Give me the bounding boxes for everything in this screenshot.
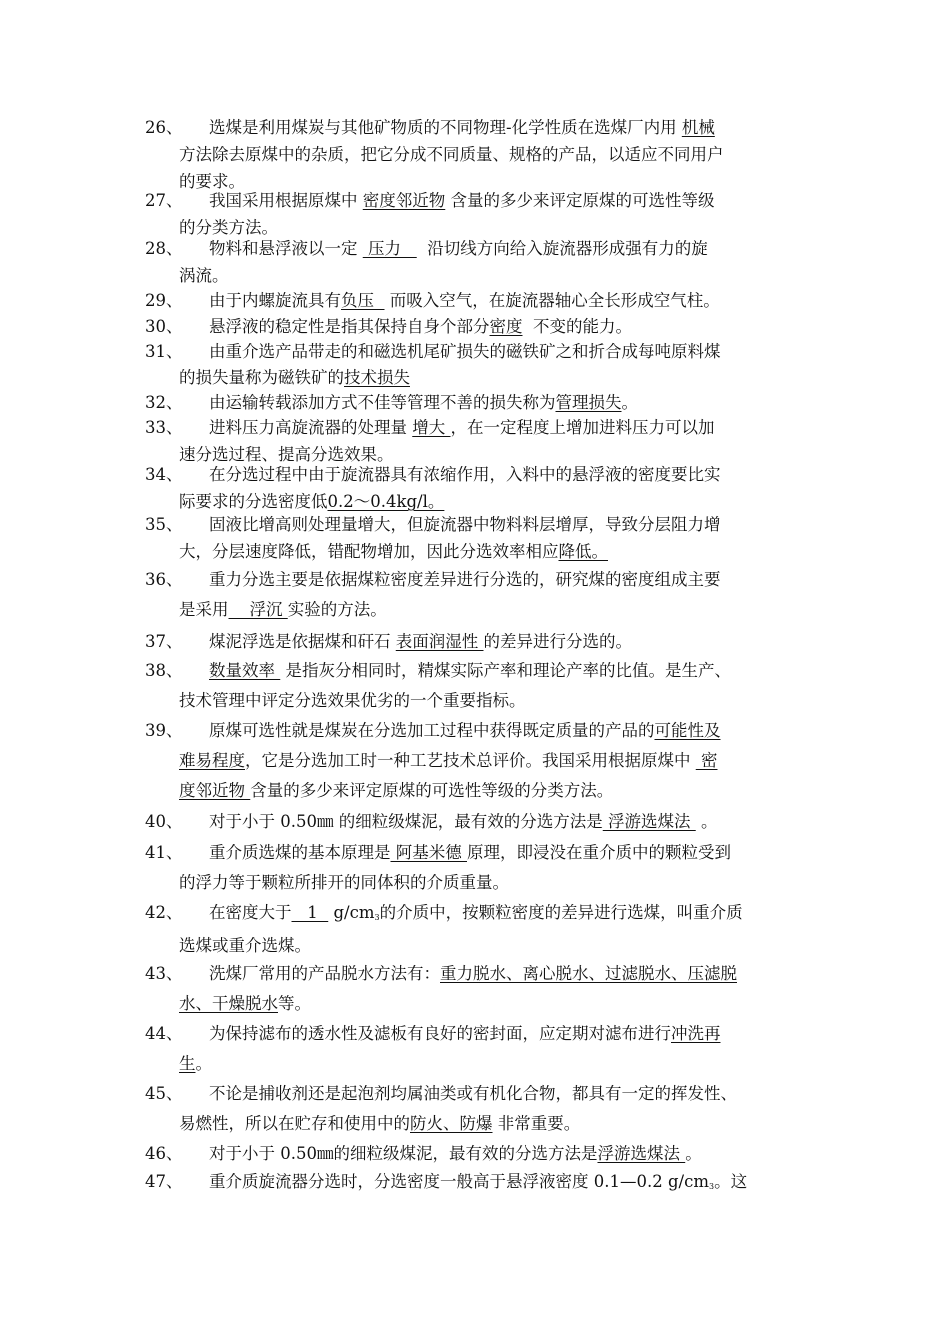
question-number: 36、 — [145, 570, 183, 589]
question-number: 38、 — [145, 661, 183, 680]
text-line — [145, 1168, 825, 1198]
question-item — [145, 1079, 825, 1139]
text-line — [145, 235, 825, 262]
text-run: 的要求。 — [179, 172, 245, 191]
text-run: 由重介选产品带走的和磁选机尾矿损失的磁铁矿之和折合成每吨原料煤 — [209, 342, 721, 361]
text-run: 选煤是利用煤炭与其他矿物质的不同物理-化学性质在选煤厂内用 — [209, 118, 682, 137]
text-run: 方法除去原煤中的杂质，把它分成不同质量、规格的产品，以适应不同用户 — [179, 145, 724, 164]
text-run: 洗煤厂常用的产品脱水方法有： — [209, 964, 440, 983]
text-run: 沿切线方向给入旋流器形成强有力的旋 — [416, 239, 708, 258]
answer-fill: 浮游选煤法 — [597, 1144, 686, 1163]
answer-fill: 负压 — [341, 291, 385, 310]
question-item — [145, 628, 825, 655]
text-line — [145, 716, 825, 746]
answer-fill: 浮游选煤法 — [602, 812, 696, 831]
text-run: 不变的能力。 — [522, 317, 632, 336]
text-run: 煤泥浮选是依据煤和矸石 — [209, 632, 396, 651]
text-line — [145, 628, 825, 655]
text-run: 的差异进行分选的。 — [483, 632, 632, 651]
answer-fill: 密度邻近物 — [362, 191, 446, 210]
question-number: 33、 — [145, 418, 183, 437]
question-number: 28、 — [145, 239, 183, 258]
question-item — [145, 565, 825, 625]
answer-fill: 重力脱水、离心脱水、过滤脱水、压滤脱 — [440, 964, 737, 983]
text-line — [145, 187, 825, 214]
text-run: 易燃性，所以在贮存和使用中的 — [179, 1114, 410, 1133]
text-run: 悬浮液的稳定性是指其保持自身个部分 — [209, 317, 490, 336]
question-item — [145, 461, 825, 515]
text-line — [145, 313, 825, 340]
answer-fill: 技术损失 — [344, 368, 410, 387]
text-run: 对于小于 0.50㎜ 的细粒级煤泥，最有效的分选方法是 — [209, 812, 603, 831]
question-number: 32、 — [145, 393, 183, 412]
answer-fill: 度邻近物 — [179, 781, 251, 800]
text-run: 含量的多少来评定原煤的可选性等级 — [445, 191, 715, 210]
text-run: 进料压力高旋流器的处理量 — [209, 418, 413, 437]
text-run: 为保持滤布的透水性及滤板有良好的密封面，应定期对滤布进行 — [209, 1024, 671, 1043]
text-run: 不论是捕收剂还是起泡剂均属油类或有机化合物，都具有一定的挥发性、 — [209, 1084, 737, 1103]
question-number: 37、 — [145, 632, 183, 651]
question-number: 39、 — [145, 721, 183, 740]
question-number: 41、 — [145, 843, 183, 862]
question-item — [145, 1019, 825, 1079]
answer-fill: 防火、防爆 — [410, 1114, 493, 1133]
text-line — [145, 1140, 825, 1167]
question-item — [145, 287, 825, 314]
text-run: 在分选过程中由于旋流器具有浓缩作用，入料中的悬浮液的密度要比实 — [209, 465, 721, 484]
superscript: 3 — [708, 1182, 715, 1191]
text-line — [145, 595, 825, 625]
question-item — [145, 114, 825, 195]
answer-fill: 密度 — [489, 317, 523, 336]
text-line — [145, 686, 825, 716]
text-line — [145, 1049, 825, 1079]
text-line — [145, 989, 825, 1019]
text-run: 而吸入空气，在旋流器轴心全长形成空气柱。 — [384, 291, 720, 310]
text-line — [145, 141, 825, 168]
question-number: 30、 — [145, 317, 183, 336]
text-run: ，它是分选加工时一种工艺技术总评价。我国采用根据原煤中 — [245, 751, 696, 770]
answer-fill: 阿基米德 — [390, 843, 467, 862]
question-item — [145, 716, 825, 806]
question-number: 45、 — [145, 1084, 183, 1103]
question-number: 35、 — [145, 515, 183, 534]
text-run: 大，分层速度降低，错配物增加，因此分选效率相应 — [179, 542, 559, 561]
text-line — [145, 511, 825, 538]
text-line — [145, 565, 825, 595]
text-line — [145, 898, 825, 931]
text-line — [145, 656, 825, 686]
text-line — [145, 959, 825, 989]
text-run: 原理，即浸没在重介质中的颗粒受到 — [467, 843, 731, 862]
text-line — [145, 538, 825, 565]
text-run: 。这 — [714, 1172, 748, 1191]
text-run: 由运输转载添加方式不佳等管理不善的损失称为 — [209, 393, 556, 412]
question-number: 29、 — [145, 291, 183, 310]
text-run: 。 — [621, 393, 638, 412]
text-run: 是采用 — [179, 600, 229, 619]
question-number: 34、 — [145, 465, 183, 484]
text-line — [145, 389, 825, 416]
question-item — [145, 511, 825, 565]
text-run: 对于小于 0.50㎜的细粒级煤泥，最有效的分选方法是 — [209, 1144, 598, 1163]
text-run: 际要求的分选密度低 — [179, 492, 328, 511]
question-number: 40、 — [145, 812, 183, 831]
text-line — [145, 287, 825, 314]
text-run: 是指灰分相同时，精煤实际产率和理论产率的比值。是生产、 — [280, 661, 731, 680]
question-number: 47、 — [145, 1172, 183, 1191]
text-run: 我国采用根据原煤中 — [209, 191, 363, 210]
question-item — [145, 898, 825, 961]
text-run: 技术管理中评定分选效果优劣的一个重要指标。 — [179, 691, 526, 710]
question-item — [145, 414, 825, 468]
text-run: 的浮力等于颗粒所排开的同体积的介质重量。 — [179, 873, 509, 892]
question-item — [145, 1168, 825, 1198]
question-item — [145, 235, 825, 289]
text-run: 选煤或重介选煤。 — [179, 936, 311, 955]
answer-fill: 管理损失 — [555, 393, 622, 412]
text-run: 重力分选主要是依据煤粒密度差异进行分选的，研究煤的密度组成主要 — [209, 570, 721, 589]
text-line — [145, 1079, 825, 1109]
question-number: 26、 — [145, 118, 183, 137]
answer-fill: 难易程度 — [179, 751, 245, 770]
answer-fill: 增大 — [412, 418, 451, 437]
text-run: 速分选过程、提高分选效果。 — [179, 445, 394, 464]
text-line — [145, 808, 825, 835]
text-run: 由于内螺旋流具有 — [209, 291, 341, 310]
question-item — [145, 313, 825, 340]
answer-fill: 密 — [695, 751, 718, 770]
answer-fill: 压力 — [362, 239, 417, 258]
text-run: 的损失量称为磁铁矿的 — [179, 368, 344, 387]
text-line — [145, 931, 825, 961]
text-run: 。 — [695, 812, 718, 831]
question-item — [145, 959, 825, 1019]
text-run: 含量的多少来评定原煤的可选性等级的分类方法。 — [250, 781, 614, 800]
question-item — [145, 339, 825, 391]
text-line — [145, 414, 825, 441]
text-run: 。 — [685, 1144, 702, 1163]
text-run: 在密度大于 — [209, 903, 292, 922]
superscript: 3 — [374, 913, 380, 922]
question-item — [145, 389, 825, 416]
answer-fill: 1 — [291, 903, 329, 922]
text-run: 重介质旋流器分选时，分选密度一般高于悬浮液密度 0.1—0.2 g/cm — [209, 1172, 709, 1191]
answer-fill: 降低。 — [558, 542, 608, 561]
question-number: 42、 — [145, 903, 183, 922]
text-run: 重介质选煤的基本原理是 — [209, 843, 391, 862]
text-run: 。 — [195, 1054, 212, 1073]
answer-fill: 冲洗再 — [671, 1024, 721, 1043]
text-run: 非常重要。 — [492, 1114, 581, 1133]
question-item — [145, 656, 825, 716]
text-line — [145, 114, 825, 141]
question-number: 43、 — [145, 964, 183, 983]
text-run: 的介质中，按颗粒密度的差异进行选煤，叫重介质 — [379, 903, 743, 922]
answer-fill: 浮沉 — [228, 600, 288, 619]
text-line — [145, 868, 825, 898]
text-line — [145, 746, 825, 776]
text-line — [145, 262, 825, 289]
text-run: 实验的方法。 — [287, 600, 387, 619]
text-run: 物料和悬浮液以一定 — [209, 239, 363, 258]
text-run: ，在一定程度上增加进料压力可以加 — [450, 418, 715, 437]
question-item — [145, 808, 825, 835]
answer-fill: 0.2～0.4kg/l。 — [327, 492, 445, 511]
text-run: 涡流。 — [179, 266, 229, 285]
answer-fill: 可能性及 — [654, 721, 721, 740]
question-number: 46、 — [145, 1144, 183, 1163]
text-line — [145, 339, 825, 365]
text-line — [145, 1019, 825, 1049]
text-line — [145, 1109, 825, 1139]
question-item — [145, 187, 825, 241]
answer-fill: 数量效率 — [209, 661, 281, 680]
answer-fill: 生 — [179, 1054, 196, 1073]
text-run: 等。 — [278, 994, 311, 1013]
answer-fill: 水、干燥脱水 — [179, 994, 278, 1013]
text-line — [145, 776, 825, 806]
text-line — [145, 838, 825, 868]
question-number: 27、 — [145, 191, 183, 210]
question-item — [145, 1140, 825, 1167]
question-number: 31、 — [145, 342, 183, 361]
text-line — [145, 461, 825, 488]
answer-fill: 机械 — [681, 118, 715, 137]
question-number: 44、 — [145, 1024, 183, 1043]
text-run: g/cm — [328, 903, 375, 922]
answer-fill: 表面润湿性 — [395, 632, 484, 651]
question-item — [145, 838, 825, 898]
text-run: 的分类方法。 — [179, 218, 278, 237]
text-run: 原煤可选性就是煤炭在分选加工过程中获得既定质量的产品的 — [209, 721, 655, 740]
text-line — [145, 365, 825, 391]
text-run: 固液比增高则处理量增大，但旋流器中物料料层增厚，导致分层阻力增 — [209, 515, 721, 534]
